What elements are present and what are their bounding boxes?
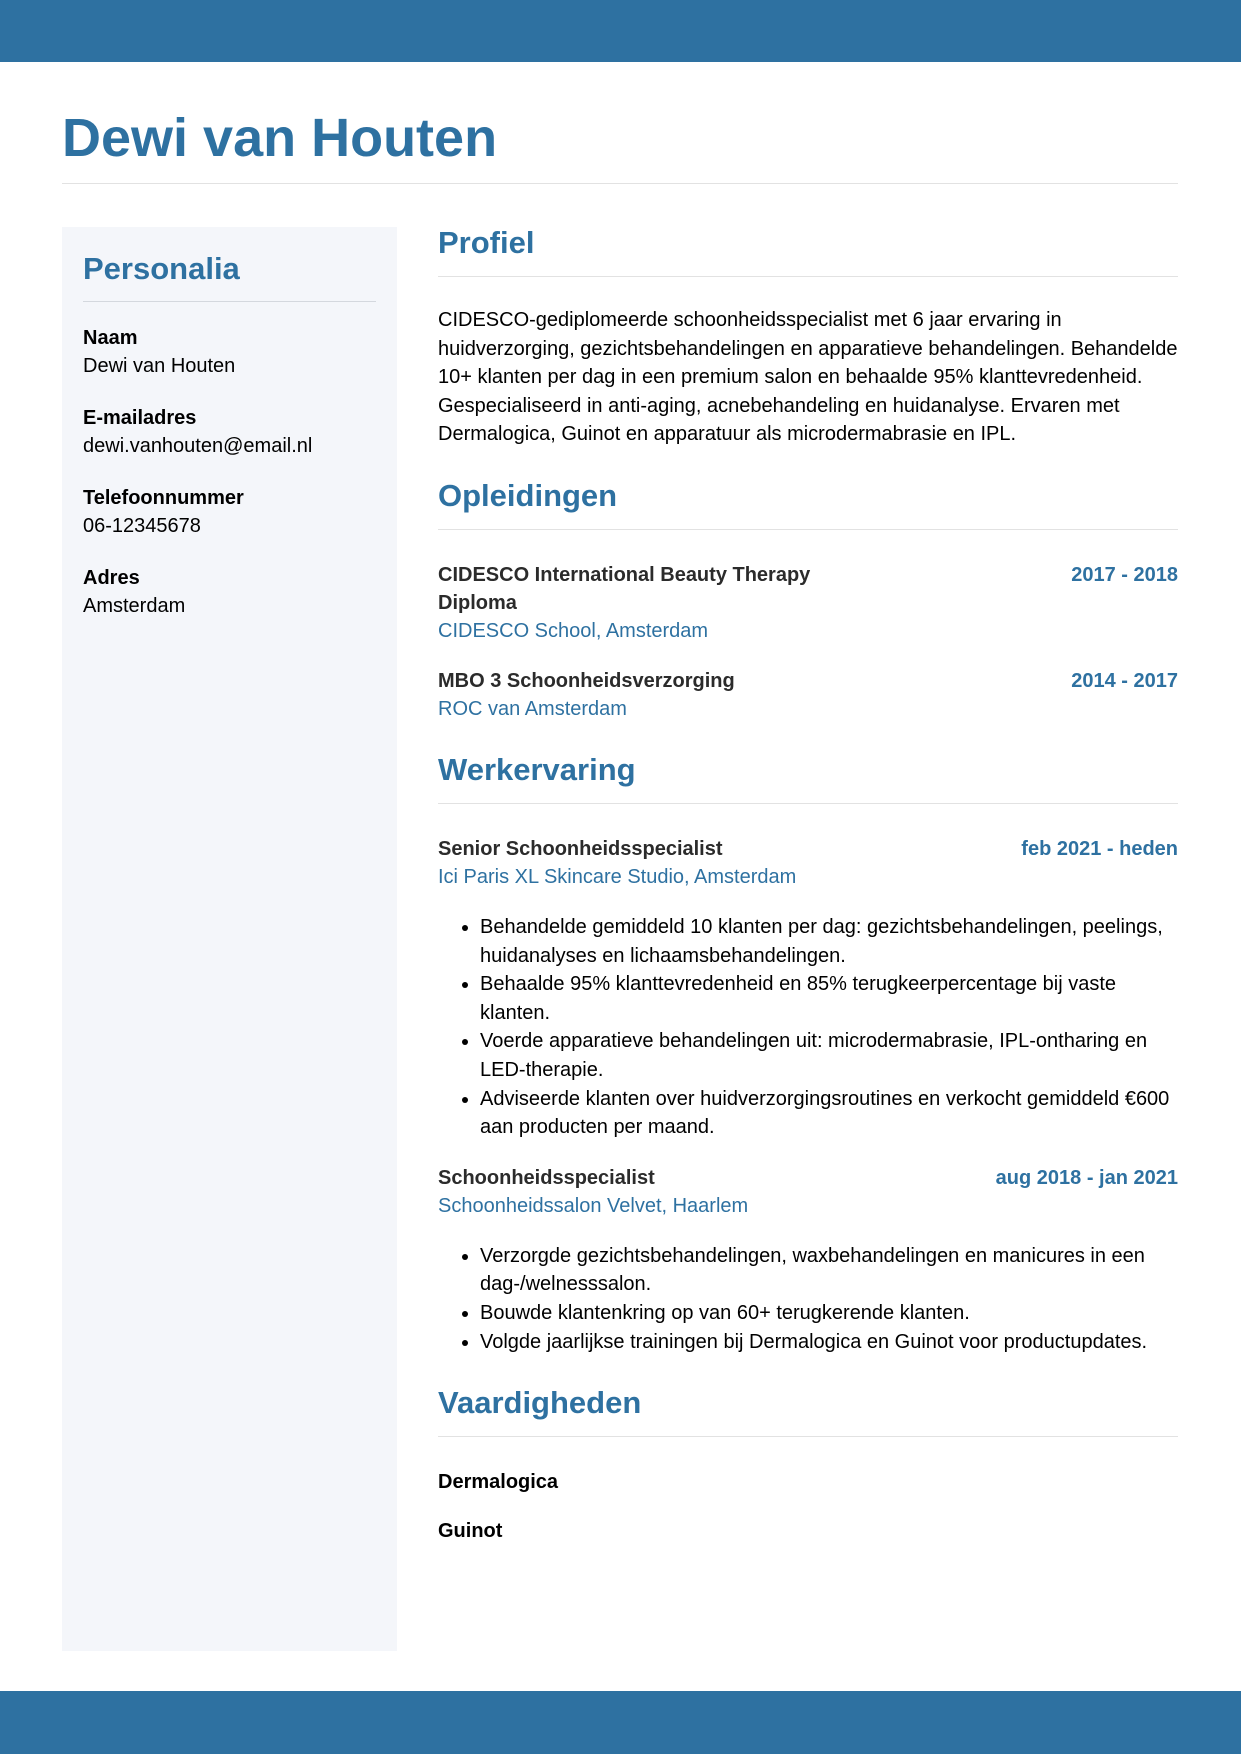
skill-item: Guinot — [438, 1520, 503, 1543]
profile-text: CIDESCO-gediplomeerde schoonheidsspecialist met 6 jaar ervaring in huidverzorging, gezichtsbehandelingen en apparatieve behandelingen. Behandelde 10+ klanten per dag in een premium salon en behaalde 95% klanttevredenheid. Gespecialiseerd in anti-aging, acnebehandeling en huidanalyse. Ervaren met Dermalogica, Guinot en apparatuur als microdermabrasie en IPL. — [438, 309, 1178, 446]
field-label: E-mailadres — [83, 407, 197, 429]
section-title-skills: Vaardigheden — [438, 1382, 1178, 1437]
education-entry — [438, 561, 1178, 645]
bullet-item: • Bouwde klantenkring op van 60+ terugkerende klanten. — [480, 1299, 1178, 1328]
bullet-item: • Voerde apparatieve behandelingen uit: microdermabrasie, IPL-ontharing en LED-therapie. — [480, 1027, 1178, 1084]
field-value: 06-12345678 — [83, 515, 201, 537]
header-band — [0, 0, 1241, 62]
job-dates: feb 2021 - heden — [1021, 837, 1178, 860]
field-value: dewi.vanhouten@email.nl — [83, 435, 313, 457]
field-label: Adres — [83, 567, 140, 589]
bullet-item: • Behandelde gemiddeld 10 klanten per dag: gezichtsbehandelingen, peelings, huidanalyses en lichaamsbehandelingen. — [480, 913, 1178, 970]
field-email — [83, 404, 376, 460]
job-dates: aug 2018 - jan 2021 — [995, 1166, 1178, 1189]
bullet-item: • Volgde jaarlijkse trainingen bij Dermalogica en Guinot voor productupdates. — [480, 1328, 1178, 1357]
field-value: Dewi van Houten — [83, 355, 236, 377]
skills-section — [438, 1382, 1178, 1545]
job-bullets — [438, 1242, 1178, 1356]
footer-band — [0, 1691, 1241, 1754]
field-name — [83, 324, 376, 380]
field-label: Naam — [83, 327, 138, 349]
education-dates: 2014 - 2017 — [1071, 669, 1178, 692]
personal-info-sidebar — [62, 227, 397, 1651]
job-bullets — [438, 913, 1178, 1142]
field-label: Telefoonnummer — [83, 487, 244, 509]
profile-section — [438, 222, 1178, 449]
job-entry — [438, 835, 1178, 891]
section-title-profile: Profiel — [438, 222, 1178, 277]
bullet-item: • Verzorgde gezichtsbehandelingen, waxbehandelingen en manicures in een dag-/welnesssalon. — [480, 1242, 1178, 1299]
education-section — [438, 475, 1178, 723]
field-address — [83, 564, 376, 620]
experience-section — [438, 749, 1178, 1356]
job-role: Schoonheidsspecialist — [438, 1166, 655, 1189]
education-entry — [438, 667, 1178, 723]
sidebar-title: Personalia — [83, 249, 376, 302]
job-company: Ici Paris XL Skincare Studio, Amsterdam — [438, 865, 797, 888]
school-name: CIDESCO School, Amsterdam — [438, 619, 709, 642]
section-title-experience: Werkervaring — [438, 749, 1178, 804]
job-role: Senior Schoonheidsspecialist — [438, 837, 723, 860]
bullet-item: • Behaalde 95% klanttevredenheid en 85% terugkeerpercentage bij vaste klanten. — [480, 970, 1178, 1027]
job-entry — [438, 1164, 1178, 1220]
degree-title: MBO 3 Schoonheidsverzorging — [438, 669, 735, 692]
section-title-education: Opleidingen — [438, 475, 1178, 530]
job-company: Schoonheidssalon Velvet, Haarlem — [438, 1194, 749, 1217]
candidate-name: Dewi van Houten — [62, 108, 498, 168]
education-dates: 2017 - 2018 — [1071, 563, 1178, 586]
field-value: Amsterdam — [83, 595, 186, 617]
main-content — [438, 222, 1178, 1571]
school-name: ROC van Amsterdam — [438, 697, 627, 720]
name-divider — [62, 183, 1178, 184]
bullet-item: • Adviseerde klanten over huidverzorgingsroutines en verkocht gemiddeld €600 aan producten per maand. — [480, 1085, 1178, 1142]
degree-title: CIDESCO International Beauty Therapy Diploma — [438, 563, 811, 614]
skill-item: Dermalogica — [438, 1471, 559, 1494]
field-phone — [83, 484, 376, 540]
